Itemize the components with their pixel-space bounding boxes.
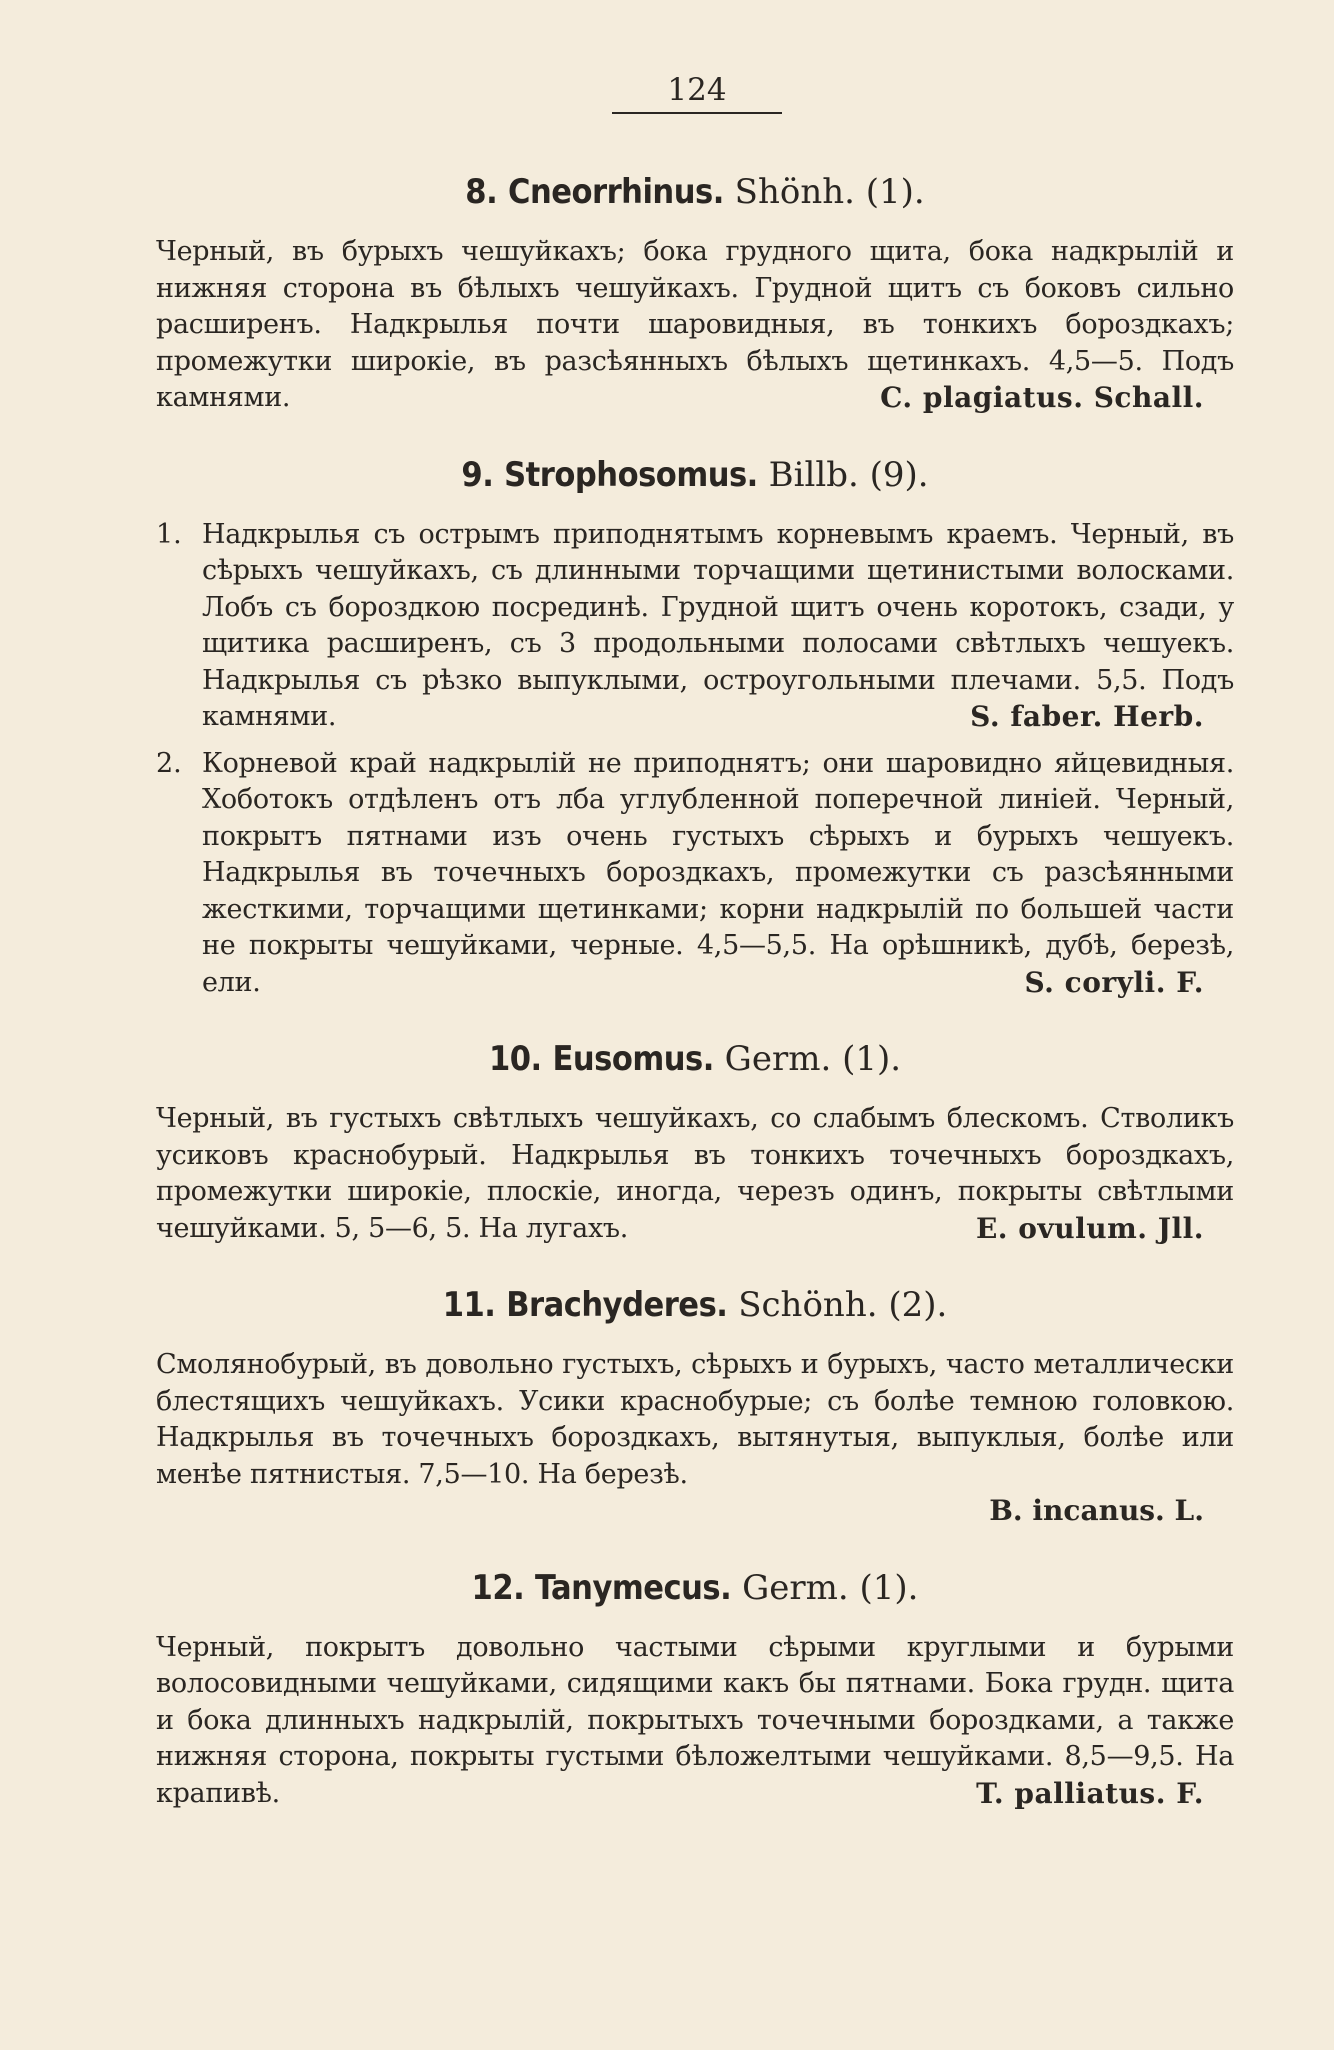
description-text: Черный, въ бурыхъ чешуйкахъ; бока грудного щита, бока надкрылій и нижняя сторона въ бѣлыхъ чешуйкахъ. Грудной щитъ съ боковъ сильно расширенъ. Надкрылья почти шаровидныя, въ тонкихъ бороздкахъ; промежутки широкіе, въ разсѣянныхъ бѣлыхъ щетинкахъ. 4,5—5. Подъ камнями. [156, 236, 1234, 413]
key-couplet [156, 517, 1234, 736]
genus-section-cneorrhinus [156, 170, 1234, 417]
genus-heading [156, 1037, 1234, 1081]
genus-name: Brachyderes. [506, 1285, 728, 1325]
species-count: (9). [869, 454, 929, 495]
genus-section-eusomus [156, 1037, 1234, 1247]
species-name: S. faber. Herb. [970, 700, 1204, 733]
page-number: 124 [612, 70, 782, 114]
species-name: E. ovulum. Jll. [975, 1211, 1204, 1245]
genus-number: 12. [471, 1567, 525, 1608]
couplet-text [202, 746, 1234, 1002]
genus-author: Billb. [768, 454, 859, 495]
species-count: (1). [842, 1039, 902, 1079]
species-count: (1). [859, 1567, 919, 1608]
species-name: B. incanus. L. [989, 1494, 1204, 1527]
genus-heading [156, 453, 1234, 497]
description-text: Черный, покрытъ довольно частыми сѣрыми круглыми и бурыми волосовидными чешуйками, сидящими какъ бы пятнами. Бока грудн. щита и бока длинныхъ надкрылій, покрытыхъ точечными бороздками, а также нижняя сторона, покрыты густыми бѣложелтыми чешуйками. 8,5—9,5. На крапивѣ. [156, 1631, 1234, 1809]
text-column [156, 170, 1234, 1848]
genus-author: Germ. [742, 1567, 849, 1608]
genus-heading [156, 1566, 1234, 1610]
species-name: S. coryli. F. [1024, 965, 1204, 999]
genus-number: 10. [488, 1039, 542, 1079]
species-name: C. plagiatus. Schall. [880, 381, 1204, 414]
description-text: Корневой край надкрылій не приподнятъ; они шаровидно яйцевидныя. Хоботокъ отдѣленъ отъ лба углубленной поперечной линіей. Черный, покрытъ пятнами изъ очень густыхъ сѣрыхъ и бурыхъ чешуекъ. Надкрылья въ точечныхъ бороздкахъ, промежутки съ разсѣянными жесткими, торчащими щетинками; корни надкрылій по большей части не покрыты чешуйками, черные. 4,5—5,5. На орѣшникѣ, дубѣ, березѣ, ели. [202, 747, 1234, 998]
genus-number: 11. [442, 1285, 496, 1325]
description-text: Надкрылья съ острымъ приподнятымъ корневымъ краемъ. Черный, въ сѣрыхъ чешуйкахъ, съ длинными торчащими щетинистыми волосками. Лобъ съ бороздкою посрединѣ. Грудной щитъ очень коротокъ, сзади, у щитика расширенъ, съ 3 продольными полосами свѣтлыхъ чешуекъ. Надкрылья съ рѣзко выпуклыми, остроугольными плечами. 5,5. Подъ камнями. [202, 518, 1234, 732]
genus-heading [156, 170, 1234, 214]
couplet-text [202, 517, 1234, 736]
genus-description [156, 1630, 1234, 1813]
description-text: Черный, въ густыхъ свѣтлыхъ чешуйкахъ, со слабымъ блескомъ. Стволикъ усиковъ краснобурый. Надкрылья въ тонкихъ точечныхъ бороздкахъ, промежутки широкіе, плоскіе, иногда, черезъ одинъ, покрыты свѣтлыми чешуйками. 5, 5—6, 5. На лугахъ. [156, 1103, 1234, 1244]
genus-description [156, 1101, 1234, 1247]
couplet-number: 2. [156, 747, 182, 779]
genus-heading [156, 1283, 1234, 1327]
genus-number: 8. [465, 172, 498, 212]
description-text: Смолянобурый, въ довольно густыхъ, сѣрыхъ и бурыхъ, часто металлически блестящихъ чешуйкахъ. Усики краснобурые; съ болѣе темною головкою. Надкрылья въ точечныхъ бороздкахъ, вытянутыя, выпуклыя, болѣе или менѣе пятнистыя. 7,5—10. На березѣ. [156, 1349, 1234, 1490]
genus-author: Schönh. [738, 1285, 878, 1325]
genus-author: Shönh. [734, 172, 855, 212]
genus-description [156, 234, 1234, 417]
species-count: (2). [888, 1285, 948, 1325]
genus-section-brachyderes [156, 1283, 1234, 1530]
genus-section-strophosomus [156, 453, 1234, 1002]
couplet-number: 1. [156, 518, 182, 550]
genus-section-tanymecus [156, 1566, 1234, 1813]
species-name: T. palliatus. F. [976, 1776, 1204, 1810]
genus-author: Germ. [724, 1039, 832, 1079]
genus-name: Tanymecus. [535, 1567, 732, 1608]
key-couplet [156, 746, 1234, 1002]
genus-name: Strophosomus. [504, 454, 758, 495]
genus-number: 9. [461, 454, 494, 495]
genus-description [156, 1347, 1234, 1493]
genus-name: Cneorrhinus. [508, 172, 724, 212]
species-count: (1). [865, 172, 925, 212]
genus-name: Eusomus. [552, 1039, 714, 1079]
